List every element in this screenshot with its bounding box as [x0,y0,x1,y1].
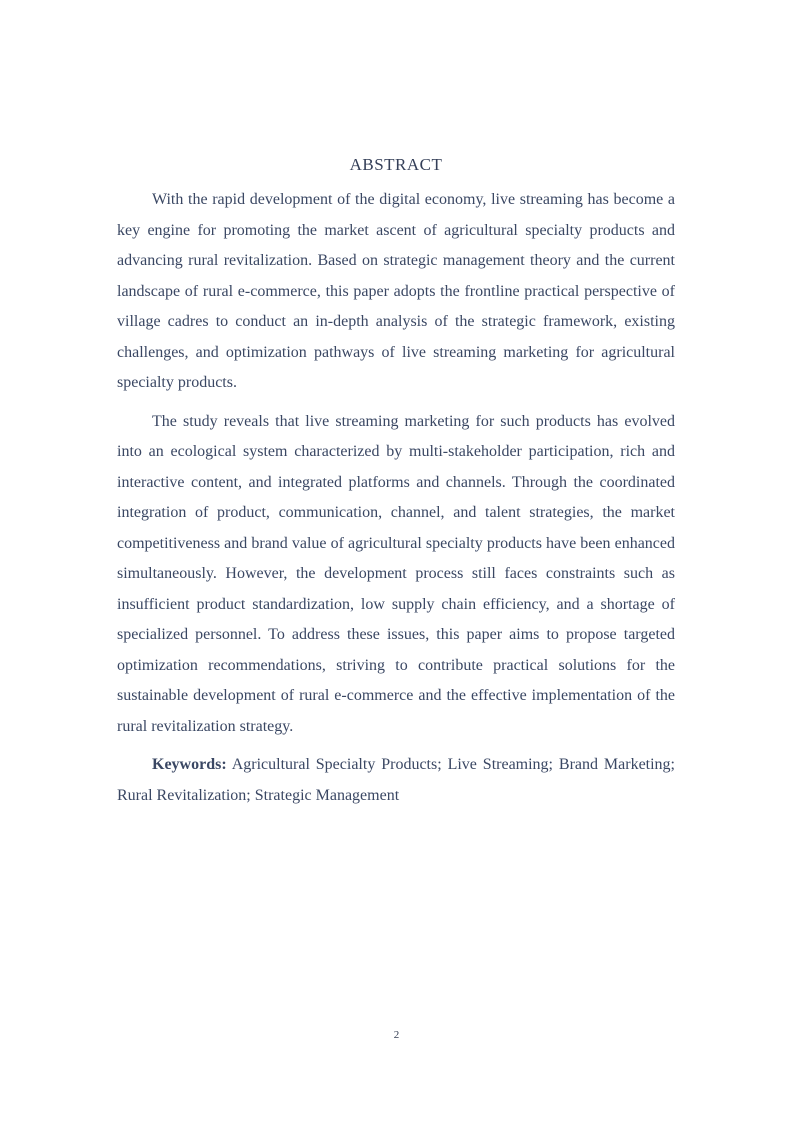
abstract-section [117,155,675,811]
page-number: 2 [393,1029,400,1041]
keywords-label: Keywords: [152,756,227,773]
abstract-heading: ABSTRACT [349,155,443,174]
abstract-paragraph-1: With the rapid development of the digital economy, live streaming has become a key engine for promoting the market ascent of agricultural specialty products and advancing rural revitalization. Based on strategic management theory and the current landscape of rural e-commerce, this paper adopts the frontline practical perspective of village cadres to conduct an in-depth analysis of the strategic framework, existing challenges, and optimization pathways of live streaming marketing for agricultural specialty products. [117,191,675,391]
keywords-text: Agricultural Specialty Products; Live Streaming; Brand Marketing; Rural Revitalization; Strategic Management [117,756,676,804]
abstract-paragraph-2: The study reveals that live streaming marketing for such products has evolved into an ecological system characterized by multi-stakeholder participation, rich and interactive content, and integrated platforms and channels. Through the coordinated integration of product, communication, channel, and talent strategies, the market competitiveness and brand value of agricultural specialty products have been enhanced simultaneously. However, the development process still faces constraints such as insufficient product standardization, low supply chain efficiency, and a shortage of specialized personnel. To address these issues, this paper aims to propose targeted optimization recommendations, striving to contribute practical solutions for the sustainable development of rural e-commerce and the effective implementation of the rural revitalization strategy. [117,412,675,735]
keywords-line [117,750,675,811]
